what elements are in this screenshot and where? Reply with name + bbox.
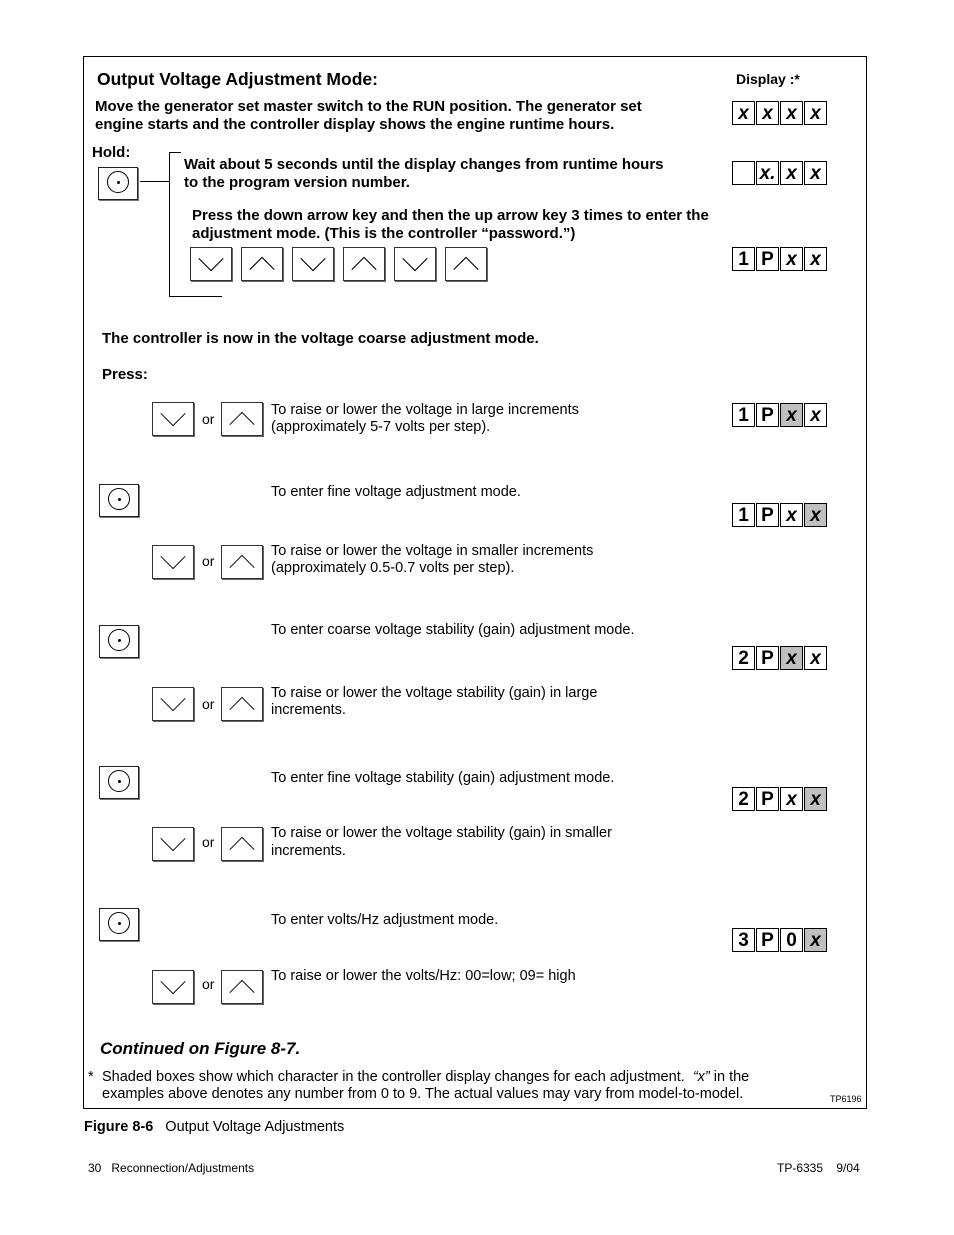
display-char: x: [804, 646, 827, 670]
step-text: (approximately 0.5‑0.7 volts per step).: [271, 560, 515, 576]
wait-text-line-2: to the program version number.: [184, 174, 410, 191]
footnote-text: in the: [709, 1069, 750, 1085]
wait-text-line-1: Wait about 5 seconds until the display changes from runtime hours: [184, 156, 664, 173]
down-arrow-key[interactable]: [292, 247, 334, 281]
chevron-down-icon: [153, 688, 193, 720]
display-char: x: [756, 101, 779, 125]
display-char: x: [780, 101, 803, 125]
step-text: To raise or lower the volts/Hz: 00=low; 09= high: [271, 968, 576, 984]
figure-title: Output Voltage Adjustments: [165, 1119, 345, 1135]
display-char: x: [804, 101, 827, 125]
display-char-shaded: x: [804, 787, 827, 811]
chevron-down-icon: [153, 971, 193, 1003]
display-char: 0: [780, 928, 803, 952]
step-text: increments.: [271, 843, 346, 859]
down-arrow-key[interactable]: [152, 970, 194, 1004]
chevron-up-icon: [446, 248, 486, 280]
select-key[interactable]: [99, 484, 139, 517]
display-char: x.: [756, 161, 779, 185]
chevron-down-icon: [153, 828, 193, 860]
or-label: or: [202, 976, 215, 992]
up-arrow-key[interactable]: [221, 545, 263, 579]
display-char: x: [804, 403, 827, 427]
display-char: P: [756, 503, 779, 527]
figure-label: Figure 8-6: [84, 1119, 154, 1135]
display-char: 3: [732, 928, 755, 952]
display-char: P: [756, 928, 779, 952]
chevron-up-icon: [222, 688, 262, 720]
display-char: P: [756, 403, 779, 427]
bracket-bottom: [169, 296, 222, 297]
display-fine-voltage: [732, 503, 828, 527]
display-char: P: [756, 646, 779, 670]
display-adjust-mode: [732, 247, 828, 271]
up-arrow-key[interactable]: [343, 247, 385, 281]
display-volts-hz: [732, 928, 828, 952]
display-version-number: [732, 161, 828, 185]
display-fine-gain: [732, 787, 828, 811]
select-key[interactable]: [99, 766, 139, 799]
step-text: (approximately 5‑7 volts per step).: [271, 419, 491, 435]
up-arrow-key[interactable]: [221, 827, 263, 861]
chevron-down-icon: [153, 546, 193, 578]
password-text-line-2: adjustment mode. (This is the controller “password.”): [192, 225, 576, 242]
footnote-star: *: [88, 1069, 94, 1085]
select-dot-icon: [108, 770, 130, 792]
intro-text-line-2: engine starts and the controller display shows the engine runtime hours.: [95, 116, 615, 133]
chevron-down-icon: [293, 248, 333, 280]
step-text: To enter fine voltage stability (gain) adjustment mode.: [271, 770, 615, 786]
select-key[interactable]: [99, 625, 139, 658]
chevron-down-icon: [395, 248, 435, 280]
display-char: x: [780, 161, 803, 185]
footnote-line-1: [102, 1069, 749, 1086]
or-label: or: [202, 834, 215, 850]
down-arrow-key[interactable]: [152, 687, 194, 721]
display-char: x: [804, 161, 827, 185]
hold-label: Hold:: [92, 144, 131, 161]
step-text: To raise or lower the voltage in smaller increments: [271, 543, 594, 559]
select-dot-icon: [107, 171, 129, 193]
coarse-mode-text: The controller is now in the voltage coarse adjustment mode.: [102, 330, 539, 347]
down-arrow-key[interactable]: [190, 247, 232, 281]
step-text: To raise or lower the voltage stability (gain) in large: [271, 685, 598, 701]
display-runtime-hours: [732, 101, 828, 125]
display-char: x: [780, 503, 803, 527]
down-arrow-key[interactable]: [152, 402, 194, 436]
down-arrow-key[interactable]: [152, 545, 194, 579]
or-label: or: [202, 696, 215, 712]
display-char: P: [756, 787, 779, 811]
up-arrow-key[interactable]: [241, 247, 283, 281]
display-char: x: [804, 247, 827, 271]
up-arrow-key[interactable]: [221, 970, 263, 1004]
down-arrow-key[interactable]: [152, 827, 194, 861]
up-arrow-key[interactable]: [221, 687, 263, 721]
down-arrow-key[interactable]: [394, 247, 436, 281]
bracket-top: [169, 152, 181, 153]
footer-right: TP-6335 9/04: [777, 1161, 860, 1175]
bracket-connector: [140, 181, 170, 182]
display-char: 1: [732, 247, 755, 271]
step-text: To raise or lower the voltage in large increments: [271, 402, 579, 418]
step-text: To enter fine voltage adjustment mode.: [271, 484, 521, 500]
press-label: Press:: [102, 366, 148, 383]
footnote-x-term: “x”: [692, 1069, 710, 1085]
section-heading: Output Voltage Adjustment Mode:: [97, 69, 378, 89]
password-text-line-1: Press the down arrow key and then the up arrow key 3 times to enter the: [192, 207, 709, 224]
continued-note: Continued on Figure 8-7.: [100, 1039, 301, 1058]
display-char: x: [780, 787, 803, 811]
chevron-up-icon: [344, 248, 384, 280]
figure-caption: [84, 1119, 344, 1136]
footnote-text: Shaded boxes show which character in the controller display changes for each adjustment.: [102, 1069, 693, 1085]
display-coarse-voltage: [732, 403, 828, 427]
display-char: [732, 161, 755, 185]
chevron-up-icon: [222, 546, 262, 578]
display-label: Display :*: [736, 71, 800, 87]
or-label: or: [202, 411, 215, 427]
select-key-hold[interactable]: [98, 167, 138, 200]
footnote-line-2: examples above denotes any number from 0 to 9. The actual values may vary from model-to-model.: [102, 1086, 744, 1102]
display-char-shaded: x: [804, 503, 827, 527]
display-char: P: [756, 247, 779, 271]
step-text: To raise or lower the voltage stability (gain) in smaller: [271, 825, 612, 841]
display-coarse-gain: [732, 646, 828, 670]
bracket-vertical: [169, 152, 170, 297]
tp-code: TP6196: [830, 1094, 862, 1104]
step-text: increments.: [271, 702, 346, 718]
display-char: 1: [732, 503, 755, 527]
display-char: 1: [732, 403, 755, 427]
display-char: 2: [732, 646, 755, 670]
up-arrow-key[interactable]: [221, 402, 263, 436]
display-char: 2: [732, 787, 755, 811]
chevron-down-icon: [153, 403, 193, 435]
display-char-shaded: x: [804, 928, 827, 952]
chevron-down-icon: [191, 248, 231, 280]
intro-text-line-1: Move the generator set master switch to the RUN position. The generator set: [95, 98, 642, 115]
select-dot-icon: [108, 912, 130, 934]
display-char: x: [780, 247, 803, 271]
display-char-shaded: x: [780, 646, 803, 670]
chevron-up-icon: [222, 971, 262, 1003]
chevron-up-icon: [222, 403, 262, 435]
up-arrow-key[interactable]: [445, 247, 487, 281]
display-char: x: [732, 101, 755, 125]
footer-left: 30 Reconnection/Adjustments: [88, 1161, 255, 1175]
or-label: or: [202, 553, 215, 569]
display-char-shaded: x: [780, 403, 803, 427]
step-text: To enter coarse voltage stability (gain) adjustment mode.: [271, 622, 635, 638]
chevron-up-icon: [222, 828, 262, 860]
select-key[interactable]: [99, 908, 139, 941]
select-dot-icon: [108, 629, 130, 651]
step-text: To enter volts/Hz adjustment mode.: [271, 912, 499, 928]
chevron-up-icon: [242, 248, 282, 280]
select-dot-icon: [108, 488, 130, 510]
